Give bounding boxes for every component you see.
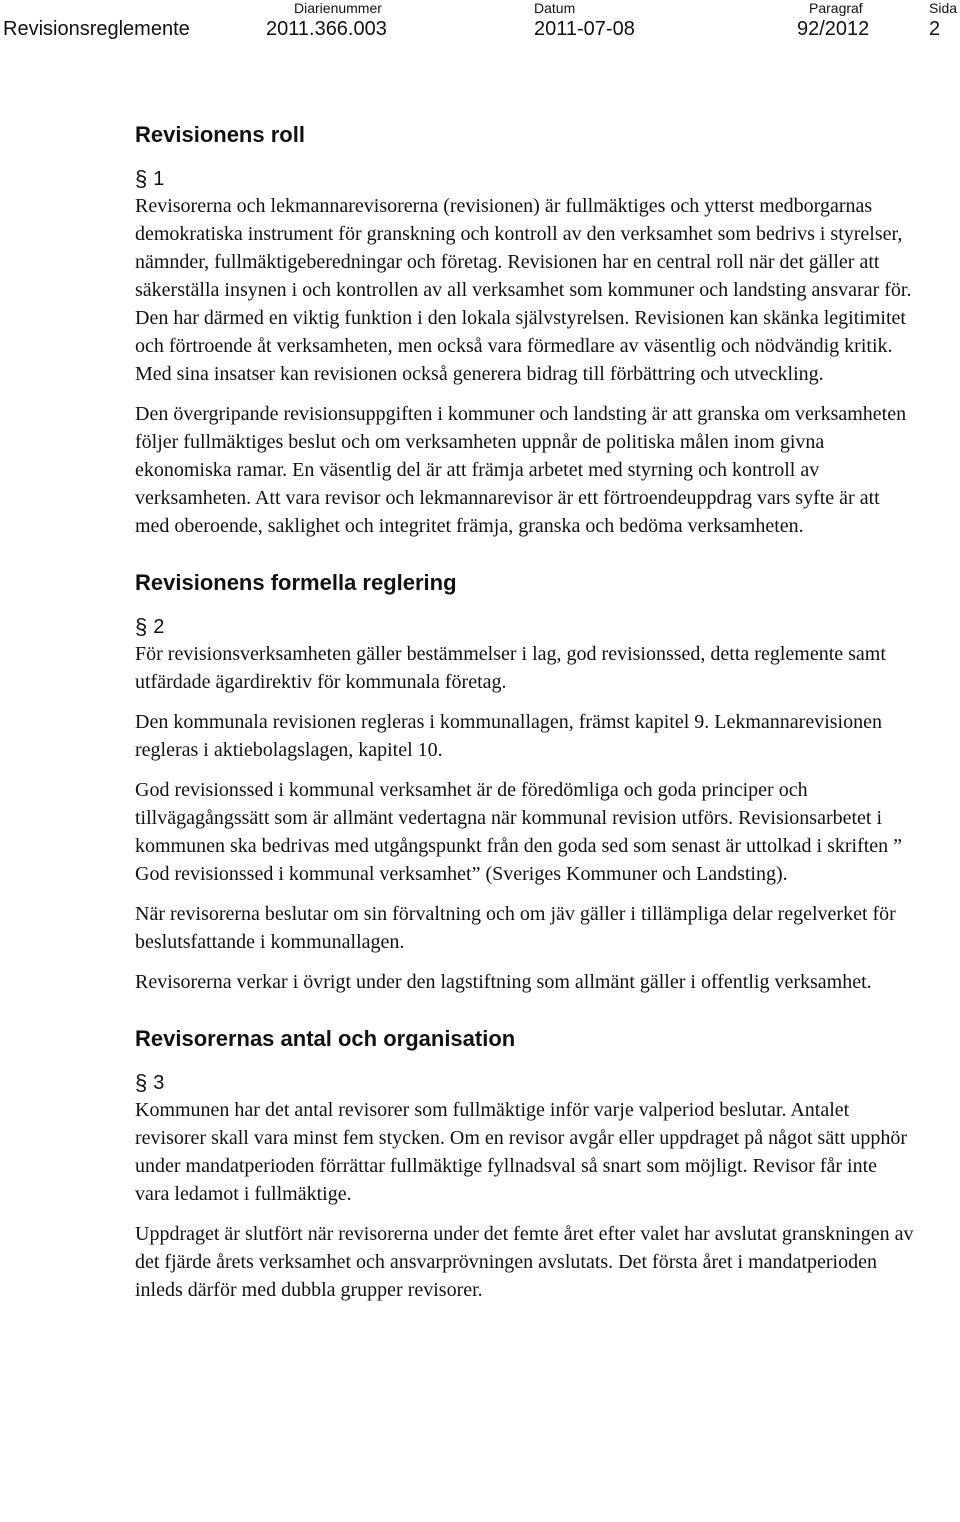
paragraph-number-value: 1 [153, 168, 165, 190]
datum-value: 2011-07-08 [534, 18, 635, 40]
sida-value: 2 [929, 18, 941, 40]
section-sign-icon: § [135, 614, 148, 639]
paragraf-value: 92/2012 [797, 18, 870, 40]
section-antal-och-organisation [135, 1024, 915, 1304]
datum-field [534, 0, 635, 41]
datum-label: Datum [534, 0, 576, 16]
body-paragraph: God revisionssed i kommunal verksamhet är de föredömliga och goda principer och tillvägagångssätt som är allmänt vedertagna när kommunal revision utförs. Revisionsarbetet i kommunen ska bedrivas med utgångspunkt från den goda sed som senast är uttolkad i skriften ” God revisionssed i kommunal verksamhet” (Sveriges Kommuner och Landsting). [135, 779, 903, 885]
document-header [0, 0, 960, 50]
sida-field [929, 0, 957, 41]
body-paragraph: Den övergripande revisionsuppgiften i kommuner och landsting är att granska om verksamheten följer fullmäktiges beslut och om verksamheten uppnår de politiska målen inom givna ekonomiska ramar. En väsentlig del är att främja arbetet med styrning och kontroll av verksamheten. Att vara revisor och lekmannarevisor är ett förtroendeuppdrag vars syfte är att med oberoende, saklighet och integritet främja, granska och bedöma verksamheten. [135, 403, 907, 537]
section-formella-reglering [135, 568, 915, 996]
document-title: Revisionsreglemente [3, 18, 190, 40]
paragraph-number-value: 2 [153, 616, 165, 638]
paragraf-field [797, 0, 869, 41]
section-revisionens-roll [135, 120, 915, 540]
paragraph-number-value: 3 [153, 1072, 165, 1094]
diarienummer-label: Diarienummer [294, 0, 382, 16]
body-paragraph: Revisorerna verkar i övrigt under den lagstiftning som allmänt gäller i offentlig verksamhet. [135, 971, 872, 993]
section-sign-icon: § [135, 1070, 148, 1095]
paragraf-label: Paragraf [809, 0, 863, 16]
body-paragraph: Revisorerna och lekmannarevisorerna (revisionen) är fullmäktiges och ytterst medborgarnas demokratiska instrument för granskning och kontroll av den verksamhet som bedrivs i styrelser, nämnder, fullmäktigeberedningar och företag. Revisionen har en central roll när det gäller att säkerställa insynen i och kontrollen av all verksamhet som kommuner och landsting ansvarar för. Den har därmed en viktig funktion i den lokala självstyrelsen. Revisionen kan skänka legitimitet och förtroende åt verksamheten, men också vara förmedlare av väsentlig och nödvändig kritik. Med sina insatser kan revisionen också generera bidrag till förbättring och utveckling. [135, 195, 912, 385]
document-body [135, 120, 915, 1332]
paragraph-number [135, 1070, 915, 1096]
diarienummer-value: 2011.366.003 [266, 18, 387, 40]
sida-label: Sida [929, 0, 958, 16]
body-paragraph: Kommunen har det antal revisorer som fullmäktige inför varje valperiod beslutar. Antalet revisorer skall vara minst fem stycken. Om en revisor avgår eller uppdraget på något sätt upphör under mandatperioden förrättar fullmäktige fyllnadsval så snart som möjligt. Revisor får inte vara ledamot i fullmäktige. [135, 1099, 907, 1205]
body-paragraph: För revisionsverksamheten gäller bestämmelser i lag, god revisionssed, detta reglemente samt utfärdade ägardirektiv för kommunala företag. [135, 643, 886, 693]
section-heading: Revisorernas antal och organisation [135, 1026, 516, 1051]
diarienummer-field [266, 0, 387, 41]
section-heading: Revisionens roll [135, 122, 305, 147]
section-heading: Revisionens formella reglering [135, 570, 457, 595]
body-paragraph: Uppdraget är slutfört när revisorerna under det femte året efter valet har avslutat granskningen av det fjärde årets verksamhet och ansvarprövningen avslutats. Det första året i mandatperioden inleds därför med dubbla grupper revisorer. [135, 1223, 914, 1301]
paragraph-number [135, 166, 915, 192]
section-sign-icon: § [135, 166, 148, 191]
body-paragraph: När revisorerna beslutar om sin förvaltning och om jäv gäller i tillämpliga delar regelverket för beslutsfattande i kommunallagen. [135, 903, 896, 953]
body-paragraph: Den kommunala revisionen regleras i kommunallagen, främst kapitel 9. Lekmannarevisionen regleras i aktiebolagslagen, kapitel 10. [135, 711, 882, 761]
paragraph-number [135, 614, 915, 640]
